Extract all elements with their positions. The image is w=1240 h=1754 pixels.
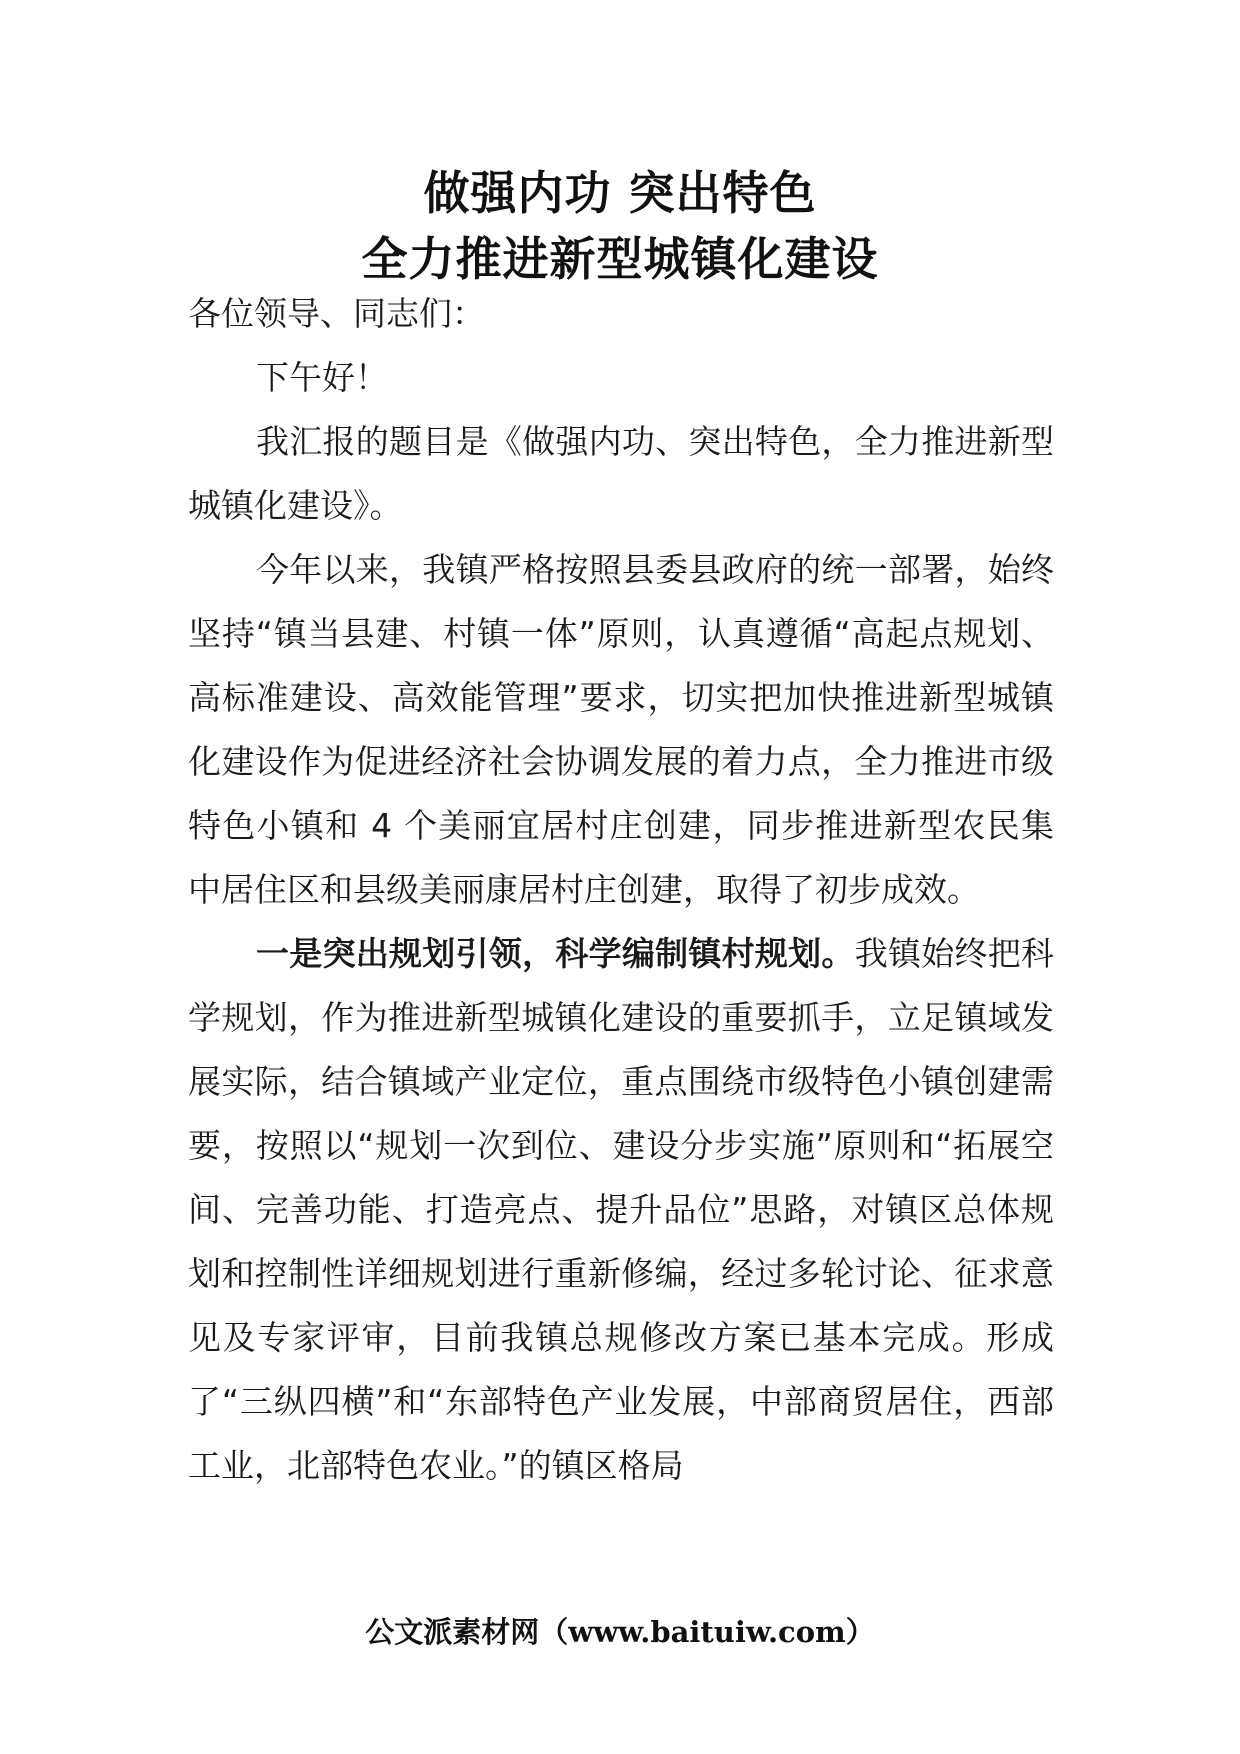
title-line-1: 做强内功 突出特色 xyxy=(423,166,817,220)
paragraph-planning-text: 我镇始终把科学规划，作为推进新型城镇化建设的重要抓手，立足镇域发展实际，结合镇域产业定位，重点围绕市级特色小镇创建需要，按照以“规划一次到位、建设分步实施”原则和“拓展空间、完善功能、打造亮点、提升品位”思路，对镇区总体规划和控制性详细规划进行重新修编，经过多轮讨论、征求意见及专家评审，目前我镇总规修改方案已基本完成。形成了“三纵四横”和“东部特色产业发展，中部商贸居住，西部工业，北部特色农业。”的镇区格局 xyxy=(188,934,1055,1485)
paragraph-planning xyxy=(188,922,1054,1498)
footer-watermark: 公文派素材网（www.baituiw.com） xyxy=(365,1615,875,1649)
title-line-2: 全力推进新型城镇化建设 xyxy=(361,232,879,286)
greeting: 下午好！ xyxy=(256,358,388,397)
paragraph-topic: 我汇报的题目是《做强内功、突出特色，全力推进新型城镇化建设》。 xyxy=(188,422,1054,525)
document-body xyxy=(188,282,1054,1498)
salutation: 各位领导、同志们： xyxy=(188,294,485,333)
document-title xyxy=(0,160,1240,292)
paragraph-overview: 今年以来，我镇严格按照县委县政府的统一部署，始终坚持“镇当县建、村镇一体”原则，认真遵循“高起点规划、高标准建设、高效能管理”要求，切实把加快推进新型城镇化建设作为促进经济社会协调发展的着力点，全力推进市级特色小镇和 4 个美丽宜居村庄创建，同步推进新型农民集中居住区和县级美丽康居村庄创建，取得了初步成效。 xyxy=(188,550,1054,909)
paragraph-planning-lead: 一是突出规划引领，科学编制镇村规划。 xyxy=(256,934,855,973)
